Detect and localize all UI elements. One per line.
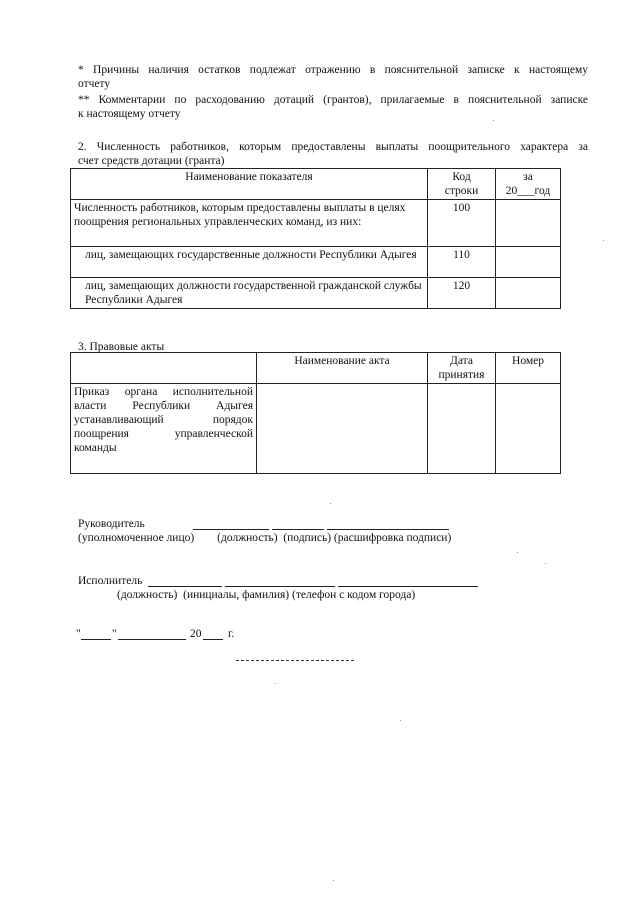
header-adoption-date: Дата принятия	[428, 353, 496, 384]
section-2-title-line-2: счет средств дотации (гранта)	[78, 155, 225, 167]
date-month-line[interactable]	[118, 639, 186, 640]
row-100-code: 100	[428, 200, 496, 247]
header-indicator-name: Наименование показателя	[71, 169, 428, 200]
legal-act-number-cell[interactable]	[496, 384, 561, 474]
table-row	[71, 200, 561, 247]
legal-act-name-cell[interactable]	[257, 384, 428, 474]
table-row	[71, 278, 561, 309]
scan-speck	[275, 683, 276, 684]
legal-acts-table-header	[71, 353, 561, 384]
executor-label: Исполнитель	[78, 575, 143, 587]
header-act-name: Наименование акта	[257, 353, 428, 384]
row-100-name: Численность работников, которым предоставлены выплаты в целях поощрения региональных управленческих команд, из них:	[71, 200, 428, 247]
note-1-line-1: * Причины наличия остатков подлежат отражению в пояснительной записке к настоящему	[78, 64, 588, 76]
header-line-code: Код строки	[428, 169, 496, 200]
legal-act-label: Приказ органа исполнительной власти Республики Адыгея устанавливающий порядок поощрения управленческой команды	[71, 384, 257, 474]
employees-table-header	[71, 169, 561, 200]
legal-acts-table	[70, 352, 561, 474]
head-position-line[interactable]	[193, 529, 269, 530]
section-2-title-line-1: 2. Численность работников, которым предоставлены выплаты поощрительного характера за	[78, 141, 588, 153]
scan-speck	[400, 720, 401, 721]
date-close-quote: "	[112, 628, 117, 640]
head-label: Руководитель	[78, 518, 145, 530]
head-caption: (уполномоченное лицо) (должность) (подпись) (расшифровка подписи)	[78, 532, 452, 544]
row-110-value[interactable]	[496, 247, 561, 278]
scan-speck	[330, 503, 331, 504]
scan-speck	[603, 240, 604, 241]
table-row	[71, 384, 561, 474]
closing-divider	[236, 660, 354, 661]
scan-speck	[545, 563, 546, 564]
legal-act-date-cell[interactable]	[428, 384, 496, 474]
date-year-suffix: г.	[228, 628, 235, 640]
date-year-prefix: 20	[190, 628, 202, 640]
note-1-line-2: отчету	[78, 78, 111, 90]
row-110-name: лиц, замещающих государственные должности Республики Адыгея	[71, 247, 428, 278]
date-year-line[interactable]	[203, 639, 223, 640]
row-120-name: лиц, замещающих должности государственной гражданской службы Республики Адыгея	[71, 278, 428, 309]
executor-position-line[interactable]	[148, 586, 222, 587]
date-day-line[interactable]	[81, 639, 111, 640]
scan-speck	[493, 120, 494, 121]
scan-speck	[333, 880, 334, 881]
employees-table	[70, 168, 561, 309]
executor-phone-line[interactable]	[338, 586, 478, 587]
header-number: Номер	[496, 353, 561, 384]
row-120-code: 120	[428, 278, 496, 309]
table-row	[71, 247, 561, 278]
row-100-value[interactable]	[496, 200, 561, 247]
note-2-line-2: к настоящему отчету	[78, 108, 181, 120]
header-empty	[71, 353, 257, 384]
head-signature-line[interactable]	[272, 529, 324, 530]
scan-speck	[517, 552, 518, 553]
row-110-code: 110	[428, 247, 496, 278]
note-2-line-1: ** Комментарии по расходованию дотаций (грантов), прилагаемые в пояснительной записке	[78, 94, 588, 106]
head-name-line[interactable]	[327, 529, 449, 530]
section-3-title: 3. Правовые акты	[78, 341, 165, 353]
header-year: за 20___год	[496, 169, 561, 200]
executor-caption: (должность) (инициалы, фамилия) (телефон с кодом города)	[117, 589, 416, 601]
row-120-value[interactable]	[496, 278, 561, 309]
date-open-quote: "	[76, 628, 81, 640]
executor-name-line[interactable]	[225, 586, 335, 587]
